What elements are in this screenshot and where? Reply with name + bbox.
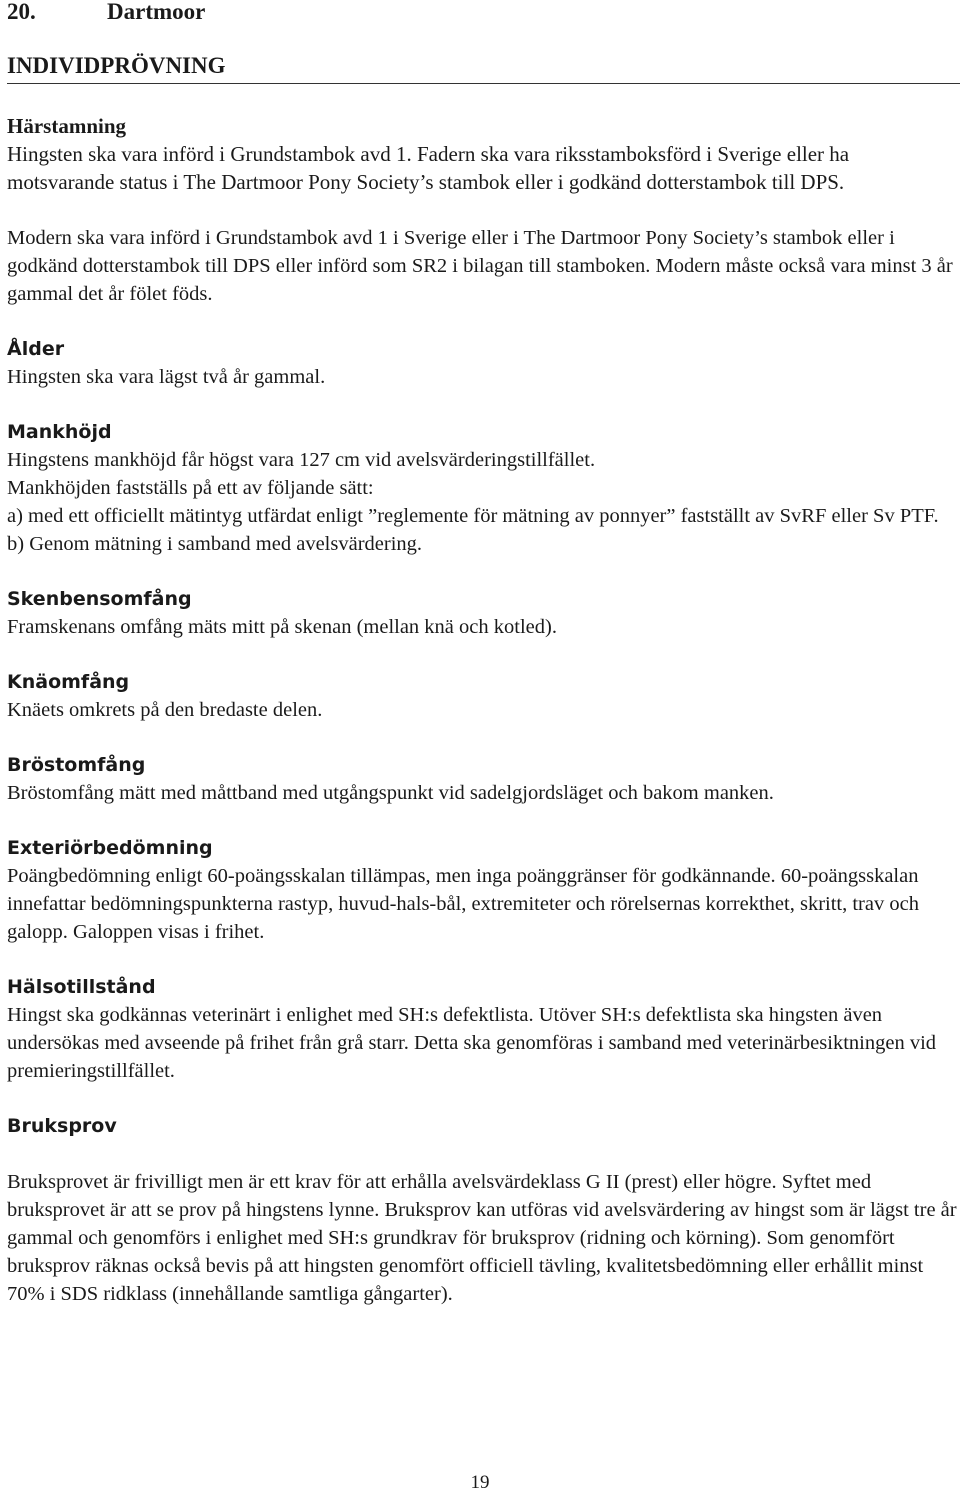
paragraph: Modern ska vara införd i Grundstambok avd 1 i Sverige eller i The Dartmoor Pony Society’s stambok eller i godkänd dotterstambok till DPS eller införd som SR2 i bilagan till stamboken. Modern måste också vara minst 3 år gammal det år fölet föds. — [7, 227, 953, 305]
section-mankhojd — [7, 418, 957, 558]
section-main-heading: INDIVIDPRÖVNING — [7, 52, 960, 84]
paragraph: Bruksprovet är frivilligt men är ett krav för att erhålla avelsvärdeklass G II (prest) eller högre. Syftet med bruksprovet är att se prov på hingstens lynne. Bruksprov kan utföras vid avelsvärdering av hingst som är lägst tre år gammal och genomförs i enlighet med SH:s grundkrav för bruksprov (ridning och körning). Som genomfört bruksprov räknas också bevis på att hingsten genomfört officiell tävling, kvalitetsbedömning eller erhållit minst 70% i SDS ridklass (innehållande samtliga gångarter). — [7, 1171, 957, 1305]
paragraph: Framskenans omfång mäts mitt på skenan (mellan knä och kotled). — [7, 616, 557, 638]
paragraph: b) Genom mätning i samband med avelsvärdering. — [7, 533, 423, 555]
paragraph: Hingstens mankhöjd får högst vara 127 cm vid avelsvärderingstillfället. — [7, 449, 596, 471]
paragraph: Knäets omkrets på den bredaste delen. — [7, 699, 323, 721]
chapter-heading — [7, 0, 957, 24]
paragraph: Hingsten ska vara införd i Grundstambok avd 1. Fadern ska vara riksstamboksförd i Sverige eller ha motsvarande status i The Dartmoor Pony Society’s stambok eller i godkänd dotterstambok till DPS. — [7, 142, 850, 194]
section-brostomfang — [7, 751, 957, 807]
section-title: Bruksprov — [7, 1115, 117, 1137]
paragraph: Hingsten ska vara lägst två år gammal. — [7, 366, 326, 388]
paragraph: Bröstomfång mätt med måttband med utgångspunkt vid sadelgjordsläget och bakom manken. — [7, 782, 774, 804]
section-title: Härstamning — [7, 114, 127, 138]
section-exteriorbedomning — [7, 834, 957, 946]
section-harstamning — [7, 112, 957, 308]
document-body — [7, 112, 957, 1308]
paragraph: Poängbedömning enligt 60-poängsskalan tillämpas, men inga poänggränser för godkännande. 60-poängsskalan innefattar bedömningspunkterna rastyp, huvud-hals-bål, extremiteter och rörelsernas korrekthet, skritt, trav och galopp. Galoppen visas i frihet. — [7, 865, 919, 943]
paragraph: a) med ett officiellt mätintyg utfärdat enligt ”reglemente för mätning av ponnyer” fastställt av SvRF eller Sv PTF. — [7, 505, 939, 527]
section-title: Hälsotillstånd — [7, 976, 156, 998]
section-knaomfang — [7, 668, 957, 724]
page-number: 19 — [470, 1472, 490, 1493]
section-title: Skenbensomfång — [7, 588, 192, 610]
chapter-number: 20. — [7, 0, 36, 24]
section-title: Bröstomfång — [7, 754, 146, 776]
section-title: Ålder — [7, 338, 65, 360]
section-title: Exteriörbedömning — [7, 837, 213, 859]
section-alder — [7, 335, 957, 391]
section-title: Mankhöjd — [7, 421, 112, 443]
section-halsotillstand — [7, 973, 957, 1085]
section-bruksprov — [7, 1112, 957, 1308]
paragraph: Mankhöjden fastställs på ett av följande sätt: — [7, 477, 374, 499]
document-page — [7, 0, 957, 1305]
chapter-title: Dartmoor — [107, 0, 206, 24]
section-skenbensomfang — [7, 585, 957, 641]
section-title: Knäomfång — [7, 671, 130, 693]
paragraph: Hingst ska godkännas veterinärt i enlighet med SH:s defektlista. Utöver SH:s defektlista ska hingsten även undersökas med avseende på frihet från grå starr. Detta ska genomföras i samband med veterinärbesiktningen vid premieringstillfället. — [7, 1004, 937, 1082]
